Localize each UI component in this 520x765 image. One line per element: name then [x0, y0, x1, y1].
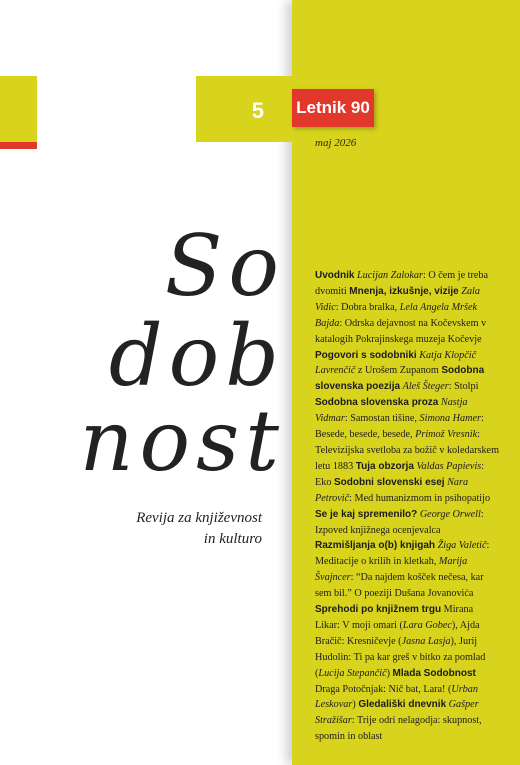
toc-section-heading: Uvodnik: [315, 270, 355, 281]
toc-author: Lucija Stepančič: [318, 667, 387, 679]
toc-text: Mirana Likar: V moji omari (: [315, 604, 474, 631]
volume-label: Letnik 90: [292, 89, 374, 127]
toc-text: : Med humanizmom in psihopatijo: [349, 492, 491, 504]
toc-author: Lara Gobec: [402, 619, 452, 631]
toc-author: Primož Vresnik: [415, 429, 478, 441]
toc-author: Simona Hamer: [419, 413, 481, 425]
toc-section-heading: Gledališki dnevnik: [358, 699, 447, 711]
magazine-logo: [55, 225, 287, 480]
toc-author: Urban Leskovar: [315, 683, 478, 711]
toc-text: ): [386, 667, 393, 679]
toc-text: : Stolpi: [448, 381, 479, 393]
toc-author: Zala Vidic: [315, 285, 480, 313]
toc-author: Lela Angela Mršek Bajda: [315, 301, 478, 329]
toc-section-heading: Sodobna slovenska poezija: [315, 365, 485, 393]
subtitle-line-2: in kulturo: [203, 531, 262, 547]
toc-text: : Meditacije o krilih in kletkah,: [315, 540, 490, 568]
toc-text: Draga Potočnjak: Nič bat, Lara! (: [315, 683, 452, 695]
toc-section-heading: Pogovori s sodobniki: [315, 349, 417, 361]
toc-author: Aleš Šteger: [402, 381, 449, 393]
toc-text: : Besede, besede, besede,: [315, 413, 484, 441]
toc-text: : Odrska dejavnost na Kočevskem v katalogih Pokrajinskega muzeja Kočevje: [315, 317, 487, 345]
toc-text: : Trije odri nelagodja: skupnost, spomin in oblast: [315, 715, 482, 743]
toc-text: z Urošem Zupanom: [355, 365, 442, 377]
toc-text: : Samostan tišine,: [344, 413, 420, 425]
logo-line-3: nost: [79, 392, 285, 480]
toc-text: : Eko: [315, 460, 485, 488]
toc-text: : Televizijska svetloba za božič v koledarskem letu 1883: [315, 429, 500, 472]
toc-text: : Dobra bralka,: [335, 301, 400, 313]
issue-date: maj 2026: [315, 137, 357, 149]
toc-text: ), Jurij Hudolin: Ti pa kar greš v bitko za pomlad (: [315, 635, 486, 679]
toc-author: Valdas Papievis: [416, 460, 482, 472]
toc-section-heading: Sprehodi po knjižnem trgu: [315, 604, 442, 616]
toc-text: : Izpoved knjižnega ocenjevalca: [315, 508, 484, 536]
toc-author: Lucijan Zalokar: [357, 270, 423, 281]
toc-text: ), Ajda Bračič: Kresničevje (: [315, 619, 480, 647]
toc-author: Nara Petrovič: [315, 476, 469, 504]
toc-text: ): [352, 699, 359, 711]
toc-author: Nastja Vidmar: [315, 397, 468, 425]
magazine-subtitle: [62, 508, 262, 550]
toc-section-heading: Sodobni slovenski esej: [333, 476, 445, 488]
toc-section-heading: Mlada Sodobnost: [392, 667, 476, 679]
toc-section-heading: Mnenja, izkušnje, vizije: [349, 285, 459, 297]
toc-section-heading: Se je kaj spremenilo?: [315, 508, 418, 520]
toc-author: Žiga Valetič: [437, 540, 487, 552]
issue-number-box: [196, 76, 292, 142]
toc-text: : O čem je treba dvomiti: [315, 270, 489, 297]
toc-section-heading: Tuja obzorja: [355, 460, 414, 472]
toc-author: Gašper Stražišar: [315, 699, 479, 727]
toc-author: Jasna Lasja: [401, 635, 451, 647]
left-yellow-band: [0, 76, 37, 142]
toc-author: George Orwell: [419, 508, 481, 520]
issue-number: 5: [251, 98, 264, 123]
toc-author: Katja Klopčič Lavrenčič: [315, 349, 477, 377]
toc-text: : “Da najdem košček nečesa, kar sem bil.” O poeziji Dušana Jovanovića: [315, 572, 484, 600]
toc-author: Marija Švajncer: [315, 556, 468, 584]
toc-section-heading: Sodobna slovenska proza: [315, 397, 439, 409]
toc-section-heading: Razmišljanja o(b) knjigah: [315, 540, 436, 552]
logo-line-1: So: [164, 225, 285, 315]
table-of-contents: [315, 268, 500, 745]
logo-line-2: dob: [108, 307, 285, 405]
left-red-stripe: [0, 142, 37, 149]
subtitle-line-1: Revija za književnost: [136, 510, 262, 526]
